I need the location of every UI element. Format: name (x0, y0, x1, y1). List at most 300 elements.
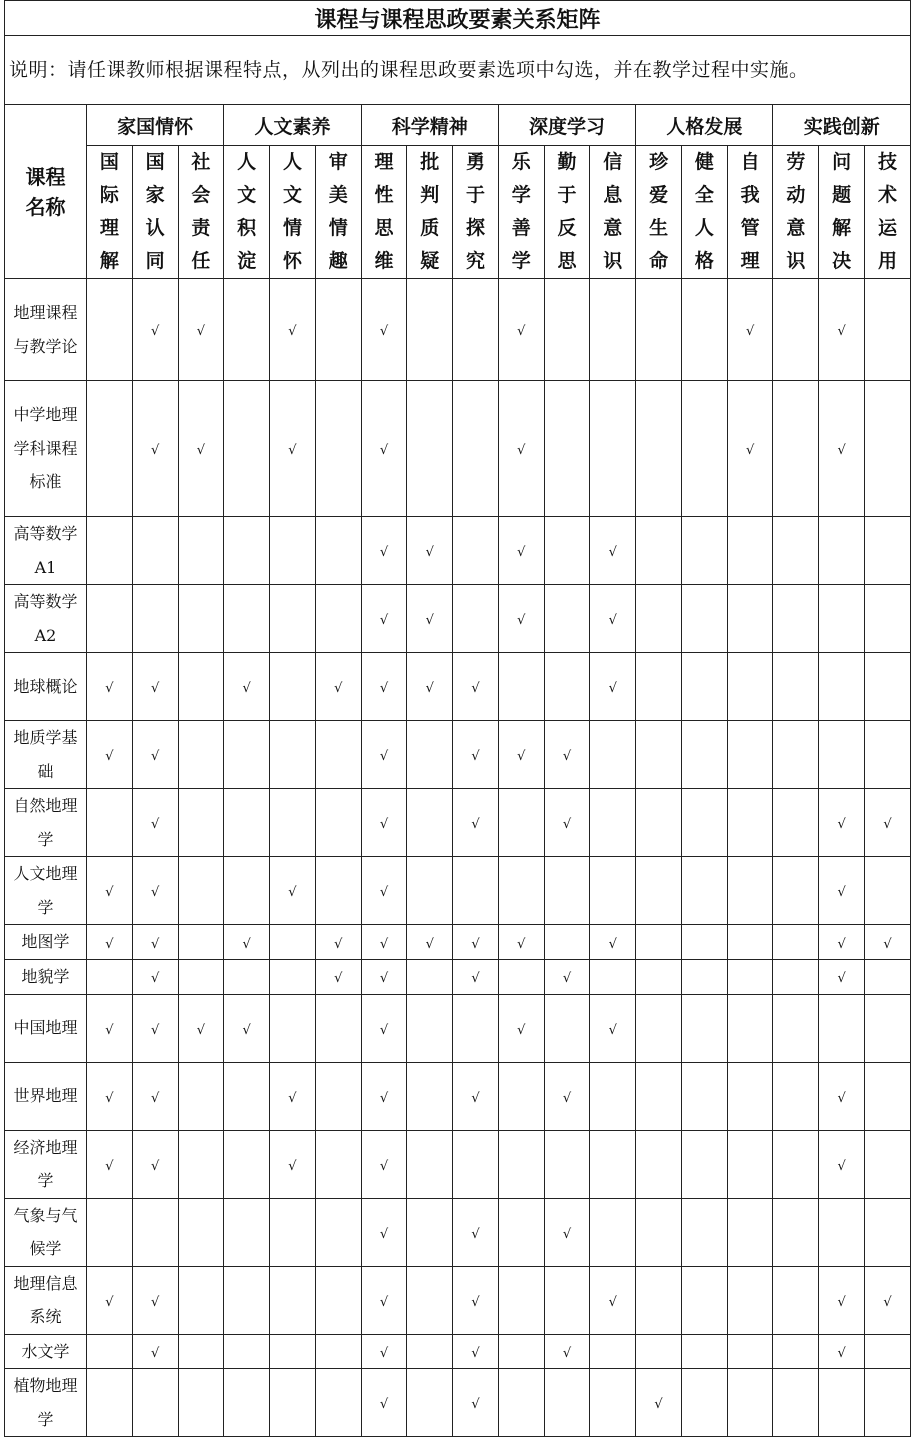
element-cell (727, 1198, 773, 1266)
check-mark: √ (151, 749, 160, 764)
element-cell (407, 960, 453, 995)
element-cell (315, 960, 361, 995)
element-cell (224, 1130, 270, 1198)
check-mark: √ (242, 936, 251, 952)
element-cell (681, 857, 727, 925)
element-cell (498, 585, 544, 653)
element-cell (315, 857, 361, 925)
element-cell (224, 925, 270, 960)
element-cell (636, 1198, 682, 1266)
element-cell (865, 279, 911, 381)
check-mark: √ (562, 749, 572, 764)
element-cell (178, 721, 224, 789)
element-cell (87, 994, 133, 1062)
element-cell (407, 381, 453, 517)
element-cell (315, 994, 361, 1062)
check-mark: √ (379, 545, 389, 560)
element-cell (361, 517, 407, 585)
element-cell (590, 721, 636, 789)
element-label: 珍爱生命 (649, 151, 669, 272)
element-cell (315, 1334, 361, 1369)
element-cell (544, 1130, 590, 1198)
course-name: 地图学 (5, 925, 87, 960)
element-cell (361, 1198, 407, 1266)
element-label: 国际理解 (99, 151, 119, 272)
element-cell (407, 994, 453, 1062)
element-cell (773, 517, 819, 585)
check-mark: √ (242, 681, 251, 696)
element-cell (178, 925, 224, 960)
check-mark: √ (288, 443, 297, 458)
element-cell (132, 1062, 178, 1130)
check-mark: √ (837, 1090, 846, 1106)
element-cell (498, 653, 544, 721)
group-header: 人文素养 (224, 105, 361, 146)
element-cell (87, 381, 133, 517)
element-cell (361, 721, 407, 789)
element-cell (498, 1198, 544, 1266)
check-mark: √ (883, 1294, 892, 1310)
element-header (773, 146, 819, 279)
element-cell (681, 381, 727, 517)
element-header (361, 146, 407, 279)
element-cell (407, 857, 453, 925)
group-header: 家国情怀 (87, 105, 224, 146)
element-cell (819, 585, 865, 653)
element-cell (224, 279, 270, 381)
element-cell (727, 1334, 773, 1369)
check-mark: √ (608, 681, 617, 696)
course-name-header: 课程名称 (5, 105, 87, 279)
check-mark: √ (105, 885, 114, 900)
check-mark: √ (379, 1345, 389, 1361)
check-mark: √ (425, 936, 434, 952)
course-row (5, 925, 911, 960)
group-header: 实践创新 (773, 105, 911, 146)
element-cell (178, 585, 224, 653)
check-mark: √ (562, 817, 572, 832)
element-cell (87, 721, 133, 789)
element-cell (727, 1062, 773, 1130)
element-header (544, 146, 590, 279)
element-cell (361, 585, 407, 653)
check-mark: √ (608, 613, 617, 628)
element-cell (590, 1369, 636, 1437)
element-cell (544, 721, 590, 789)
element-label: 乐学善学 (511, 151, 531, 272)
check-mark: √ (471, 1345, 480, 1361)
element-cell (453, 1369, 499, 1437)
element-cell (544, 857, 590, 925)
course-row (5, 960, 911, 995)
element-cell (681, 960, 727, 995)
element-cell (270, 789, 316, 857)
check-mark: √ (471, 1397, 480, 1412)
element-cell (224, 653, 270, 721)
check-mark: √ (517, 1022, 526, 1038)
course-row (5, 789, 911, 857)
element-cell (270, 381, 316, 517)
course-name: 气象与气候学 (5, 1198, 87, 1266)
element-cell (87, 789, 133, 857)
check-mark: √ (471, 1294, 480, 1310)
check-mark: √ (379, 613, 389, 628)
check-mark: √ (471, 936, 480, 952)
check-mark: √ (288, 885, 297, 900)
element-cell (270, 1334, 316, 1369)
check-mark: √ (105, 1158, 114, 1174)
element-cell (224, 1198, 270, 1266)
element-cell (819, 381, 865, 517)
element-header (87, 146, 133, 279)
element-header (132, 146, 178, 279)
check-mark: √ (288, 1158, 297, 1174)
element-cell (544, 925, 590, 960)
element-cell (727, 517, 773, 585)
element-cell (224, 517, 270, 585)
element-cell (87, 857, 133, 925)
element-cell (498, 381, 544, 517)
course-row (5, 1266, 911, 1334)
element-cell (773, 1062, 819, 1130)
element-cell (636, 279, 682, 381)
element-cell (178, 960, 224, 995)
element-cell (361, 653, 407, 721)
element-cell (87, 279, 133, 381)
check-mark: √ (517, 749, 526, 764)
element-cell (865, 1266, 911, 1334)
element-cell (315, 1198, 361, 1266)
element-cell (544, 1334, 590, 1369)
element-cell (865, 994, 911, 1062)
course-row (5, 1062, 911, 1130)
check-mark: √ (562, 971, 572, 987)
element-cell (681, 994, 727, 1062)
element-cell (819, 994, 865, 1062)
element-cell (132, 279, 178, 381)
element-label: 勇于探究 (466, 151, 486, 272)
element-cell (453, 789, 499, 857)
element-cell (315, 789, 361, 857)
check-mark: √ (745, 443, 755, 458)
element-cell (224, 1266, 270, 1334)
element-cell (544, 960, 590, 995)
element-cell (819, 517, 865, 585)
element-cell (453, 1266, 499, 1334)
element-cell (636, 1334, 682, 1369)
element-cell (315, 585, 361, 653)
element-header (498, 146, 544, 279)
check-mark: √ (379, 749, 389, 764)
element-cell (132, 721, 178, 789)
course-row (5, 994, 911, 1062)
check-mark: √ (288, 324, 297, 339)
element-cell (407, 517, 453, 585)
element-cell (178, 1130, 224, 1198)
element-cell (270, 1062, 316, 1130)
element-cell (544, 1266, 590, 1334)
element-cell (727, 279, 773, 381)
element-cell (407, 1266, 453, 1334)
group-header: 深度学习 (498, 105, 635, 146)
element-cell (590, 789, 636, 857)
check-mark: √ (151, 936, 160, 952)
check-mark: √ (883, 817, 892, 832)
element-cell (865, 585, 911, 653)
element-cell (590, 1266, 636, 1334)
element-cell (498, 1130, 544, 1198)
element-cell (361, 381, 407, 517)
element-cell (315, 721, 361, 789)
element-cell (87, 1198, 133, 1266)
element-cell (315, 1369, 361, 1437)
element-cell (773, 279, 819, 381)
element-cell (865, 1334, 911, 1369)
element-cell (132, 857, 178, 925)
check-mark: √ (334, 936, 343, 952)
element-cell (773, 994, 819, 1062)
element-cell (87, 585, 133, 653)
element-cell (224, 789, 270, 857)
check-mark: √ (196, 1022, 206, 1038)
element-cell (407, 1062, 453, 1130)
element-cell (727, 857, 773, 925)
element-cell (727, 721, 773, 789)
element-cell (636, 1266, 682, 1334)
check-mark: √ (151, 1158, 160, 1174)
element-cell (590, 925, 636, 960)
element-cell (819, 857, 865, 925)
element-cell (636, 1130, 682, 1198)
element-header (727, 146, 773, 279)
element-cell (773, 857, 819, 925)
check-mark: √ (105, 1022, 114, 1038)
element-cell (361, 960, 407, 995)
check-mark: √ (379, 1226, 389, 1242)
check-mark: √ (379, 885, 389, 900)
element-cell (87, 517, 133, 585)
course-name: 人文地理学 (5, 857, 87, 925)
element-cell (681, 585, 727, 653)
course-name: 地貌学 (5, 960, 87, 995)
element-cell (270, 857, 316, 925)
element-cell (773, 1369, 819, 1437)
check-mark: √ (151, 1294, 160, 1310)
element-cell (773, 1266, 819, 1334)
element-cell (544, 517, 590, 585)
element-cell (636, 857, 682, 925)
check-mark: √ (379, 681, 389, 696)
element-cell (498, 789, 544, 857)
element-cell (453, 1198, 499, 1266)
element-cell (132, 925, 178, 960)
course-name: 经济地理学 (5, 1130, 87, 1198)
course-row (5, 1130, 911, 1198)
element-cell (132, 1266, 178, 1334)
element-cell (544, 1198, 590, 1266)
element-cell (270, 517, 316, 585)
element-cell (224, 994, 270, 1062)
element-cell (773, 1334, 819, 1369)
element-cell (132, 585, 178, 653)
check-mark: √ (837, 443, 846, 458)
check-mark: √ (471, 749, 480, 764)
element-cell (819, 1062, 865, 1130)
element-cell (315, 653, 361, 721)
course-row (5, 1334, 911, 1369)
element-cell (407, 789, 453, 857)
element-label: 人文情怀 (282, 151, 302, 272)
element-header (636, 146, 682, 279)
element-cell (681, 1369, 727, 1437)
element-cell (407, 653, 453, 721)
element-cell (407, 1130, 453, 1198)
element-cell (636, 1369, 682, 1437)
element-cell (453, 1062, 499, 1130)
element-cell (453, 721, 499, 789)
element-cell (819, 960, 865, 995)
element-cell (498, 925, 544, 960)
check-mark: √ (471, 817, 480, 832)
element-cell (773, 925, 819, 960)
check-mark: √ (562, 1226, 572, 1242)
element-cell (544, 1062, 590, 1130)
element-cell (315, 279, 361, 381)
check-mark: √ (837, 885, 846, 900)
check-mark: √ (334, 681, 343, 696)
check-mark: √ (379, 817, 389, 832)
element-cell (361, 994, 407, 1062)
element-cell (590, 1198, 636, 1266)
element-label: 理性思维 (374, 151, 394, 272)
element-cell (773, 960, 819, 995)
course-name: 中国地理 (5, 994, 87, 1062)
course-name: 高等数学 A1 (5, 517, 87, 585)
check-mark: √ (517, 545, 526, 560)
element-cell (773, 721, 819, 789)
element-cell (407, 1198, 453, 1266)
course-name: 世界地理 (5, 1062, 87, 1130)
element-cell (819, 653, 865, 721)
element-cell (590, 517, 636, 585)
check-mark: √ (379, 1397, 389, 1412)
element-cell (453, 517, 499, 585)
element-header (819, 146, 865, 279)
element-cell (87, 1334, 133, 1369)
course-row (5, 857, 911, 925)
check-mark: √ (151, 324, 160, 339)
check-mark: √ (837, 1294, 846, 1310)
course-name: 地质学基础 (5, 721, 87, 789)
element-cell (453, 1130, 499, 1198)
element-cell (178, 1198, 224, 1266)
element-cell (132, 994, 178, 1062)
check-mark: √ (837, 936, 846, 952)
check-mark: √ (517, 613, 526, 628)
element-cell (544, 279, 590, 381)
element-cell (590, 585, 636, 653)
element-cell (407, 925, 453, 960)
element-cell (361, 1062, 407, 1130)
element-cell (819, 1130, 865, 1198)
element-cell (270, 1198, 316, 1266)
element-header (681, 146, 727, 279)
element-cell (773, 381, 819, 517)
course-name: 水文学 (5, 1334, 87, 1369)
check-mark: √ (105, 1090, 114, 1106)
element-cell (681, 517, 727, 585)
element-cell (87, 1062, 133, 1130)
element-cell (819, 789, 865, 857)
element-cell (178, 279, 224, 381)
check-mark: √ (837, 1158, 846, 1174)
check-mark: √ (334, 971, 343, 987)
element-cell (544, 789, 590, 857)
element-cell (132, 517, 178, 585)
element-cell (453, 994, 499, 1062)
element-cell (681, 1062, 727, 1130)
element-cell (636, 789, 682, 857)
element-cell (132, 1334, 178, 1369)
element-cell (224, 857, 270, 925)
element-cell (361, 1266, 407, 1334)
element-cell (87, 925, 133, 960)
element-cell (590, 279, 636, 381)
check-mark: √ (608, 545, 617, 560)
element-cell (407, 279, 453, 381)
element-cell (87, 653, 133, 721)
element-cell (224, 585, 270, 653)
element-cell (590, 381, 636, 517)
element-cell (270, 279, 316, 381)
matrix-title: 课程与课程思政要素关系矩阵 (5, 1, 911, 36)
element-cell (727, 653, 773, 721)
element-cell (361, 1369, 407, 1437)
element-cell (590, 994, 636, 1062)
element-cell (681, 279, 727, 381)
element-cell (270, 653, 316, 721)
check-mark: √ (517, 936, 526, 952)
course-row (5, 1198, 911, 1266)
check-mark: √ (471, 681, 480, 696)
element-cell (270, 721, 316, 789)
element-cell (590, 653, 636, 721)
element-cell (681, 789, 727, 857)
element-cell (498, 279, 544, 381)
element-cell (590, 960, 636, 995)
check-mark: √ (379, 1090, 389, 1106)
element-cell (178, 857, 224, 925)
check-mark: √ (379, 1158, 389, 1174)
element-header (224, 146, 270, 279)
check-mark: √ (745, 324, 755, 339)
element-header (178, 146, 224, 279)
check-mark: √ (471, 1090, 480, 1106)
element-cell (270, 1369, 316, 1437)
check-mark: √ (379, 971, 389, 987)
check-mark: √ (151, 1345, 160, 1361)
element-cell (544, 1369, 590, 1437)
element-cell (453, 960, 499, 995)
element-cell (819, 279, 865, 381)
element-cell (819, 1266, 865, 1334)
element-cell (178, 653, 224, 721)
element-header (315, 146, 361, 279)
element-cell (773, 789, 819, 857)
element-cell (178, 381, 224, 517)
element-cell (773, 653, 819, 721)
element-cell (224, 1369, 270, 1437)
